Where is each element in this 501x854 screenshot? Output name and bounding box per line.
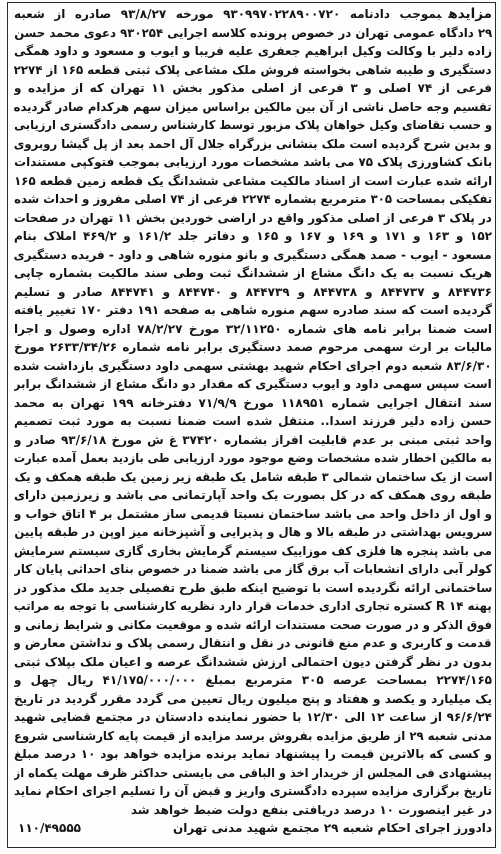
notice-line: هریک نسبت به یک دانگ مشاع از ششدانگ ثبت وطی سند مالکیت بشماره چاپی (14, 266, 492, 280)
notice-line: مدنی شعبه ۲۹ از طریق مزایده بفروش برسد مزایده از قیمت پایه کارشناسی شروع (14, 728, 492, 743)
notice-line: قدمت و کاربری و عدم منع قانونی در نقل و انتقال رسمی پلاک و نداشتن معارض و (14, 636, 492, 650)
notice-title: مزایده (448, 6, 492, 22)
notice-line: در پلاک ۳ فرعی از اصلی مذکور واقع در اراضی خوردین بخش ۱۱ تهران در صفحات (14, 210, 492, 225)
notice-line: تاریخ برگزاری مزایده سپرده دادگستری واریز و قبض آن را تسلیم اجرای احکام نماید (14, 784, 492, 798)
notice-line: کولر آبی دارای انشعابات آب برق گاز می باشد ضمنا در خصوص بنای احداثی پایان کار (14, 562, 492, 576)
notice-line: ۸۴۴۷۳۶ و ۸۴۴۷۳۷ و ۸۴۴۷۳۸ و ۸۴۴۷۳۹ و ۸۴۴۷۴۰ و ۸۴۴۷۴۱ صادر و تسلیم (14, 284, 492, 299)
notice-line: ۸۳/۶/۳۰ شعبه دوم اجرای احکام شهید بهشتی سهمی داود دستگیری بازداشت شده (14, 358, 492, 373)
notice-line: مالیات بر ارث سهمی مرحوم صمد دستگیری برابر نامه شماره ۲۶۳۳/۳۴/۲۶ مورخ (14, 340, 492, 354)
notice-line (14, 5, 492, 24)
notice-line: و حسب تقاضای وکیل خواهان پلاک مزبور توسط کارشناس رسمی دادگستری ارزیابی (14, 118, 492, 132)
notice-line: به مالکین اخطار شده مشخصات وضع موجود مورد ارزیابی طی بازدید بعمل آمده عبارت (14, 451, 492, 465)
notice-line: ۱۵۲ و ۱۶۳ و ۱۷۱ و ۱۶۹ و ۱۶۷ و ۱۶۵ و دفاتر جلد ۱۶۱/۲ و ۴۶۹/۲ املاک بنام (14, 229, 492, 243)
reference-number: ۱۱۰/۴۹۵۵۵ (18, 821, 81, 835)
notice-line: می باشد پنجره ها فلزی کف موزاییک سیستم گرمایش بخاری گازی سیستم سرمایش (14, 543, 492, 558)
notice-footer (14, 819, 492, 838)
notice-line: دستگیری و طیبه شاهی بخواسته فروش ملک مشاعی پلاک ثبتی قطعه ۱۶۵ از ۲۲۷۴ (14, 62, 492, 77)
notice-line: زاده دلیر با وکالت وکیل ابراهیم جعفری علیه فریبا و ایوب و مسعود و داود همگی (14, 44, 492, 58)
notice-line: بدون در نظر گرفتن دیون احتمالی ارزش ششدانگ عرصه و اعیان ملک بپلاک ثبتی (14, 654, 492, 669)
notice-line: پیشنهادی فی المجلس از خریدار اخذ و الباقی می بایستی حداکثر ظرف مهلت یکماه از (14, 765, 492, 780)
bailiff-signature-line: دادورز اجرای احکام شعبه ۲۹ مجتمع شهید مدنی تهران (173, 821, 492, 835)
notice-line: مسعود - ایوب - صمد همگی دستگیری و بانو منوره شاهی و داود - فریده دستگیری (14, 247, 492, 262)
notice-line: ۲۲۷۴/۱۶۵ بمساحت عرصه ۳۰۵ مترمربع بمبلغ ۴۱/۱۷۵/۰۰۰/۰۰۰ ریال چهل و (14, 673, 492, 687)
notice-line: فوق الذکر و در صورت صحت مستندات ارائه شده و موقعیت مکانی و شرایط زمانی و (14, 617, 492, 632)
notice-line: تفکیکی بمساحت ۳۰۵ مترمربع بشماره ۲۲۷۴ فرعی از ۷۴ اصلی مفروز و احداث شده (14, 192, 492, 206)
notice-line: فرعی از ۷۴ اصلی و ۳ فرعی از اصلی مذکور بخش ۱۱ تهران که از مزایده و (14, 81, 492, 95)
notice-line: و بدین شرح گردیده است ملک بنشانی بزرگراه جلال آل احمد بعد از پل گیشا روبروی (14, 136, 492, 151)
notice-line: حسن زاده دلیر فرزند اسدا.. منتقل شده است ضمنا نسبت به مورد ثبت تصمیم (14, 414, 492, 428)
notice-line: سند انتقال اجرایی شماره ۱۱۸۹۵۱ مورخ ۷۱/۹/۹ دفترخانه ۱۹۹ تهران به محمد (14, 395, 492, 410)
notice-line: واحد ثبتی مبنی بر عدم قابلیت افراز بشماره ۳۷۴۲۰ غ ش مورخ ۹۳/۶/۱۸ صادر و (14, 432, 492, 447)
notice-line: گردیده است که سند صادره سهم منوره شاهی به صفحه ۱۹۱ دفتر ۱۷۰ تغییر یافته (14, 303, 492, 317)
notice-line: است سپس سهمی داود و ایوب دستگیری که مقدار دو دانگ مشاع از ششدانگ برابر (14, 377, 492, 391)
notice-line: ۲۹ دادگاه عمومی تهران در خصوص پرونده کلاسه اجرایی ۹۳۰۲۵۴ دعوی محمد حسن (14, 25, 492, 40)
auction-notice (14, 5, 492, 838)
notice-line: است ضمنا برابر نامه های شماره ۳۲/۱۱۲۵۰ مورخ ۷۸/۲/۲۷ اداره وصول و اجرا (14, 321, 492, 336)
notice-line: سرویس بهداشتی در طبقه بالا و هال و پذیرایی و آشپزخانه میز اوپن در طبقه پایین (14, 525, 492, 539)
notice-line: ساختمانی ارائه نگردیده است با توضیح اینکه طبق طرح تفصیلی جدید ملک مذکور در (14, 580, 492, 595)
notice-line: یک میلیارد و یکصد و هفتاد و پنج میلیون ریال تعیین می گردد مقرر گردید در تاریخ (14, 691, 492, 706)
notice-line: و کسی که بالاترین قیمت را پیشنهاد نماید برنده مزایده خواهد بود ۱۰ درصد مبلغ (14, 747, 492, 761)
notice-line-last: در غیر اینصورت ۱۰ درصد دریافتی بنفع دولت ضبط خواهد شد (130, 802, 492, 817)
notice-line: و اول از داخل واحد می باشد ساختمان نسبتا قدیمی ساز مشتمل بر ۴ اتاق خواب و (14, 506, 492, 521)
notice-line: پهنه ۱۴ R کستره تجاری اداری خدمات قرار دارد نظریه کارشناسی با توجه به مراتب (14, 599, 492, 613)
notice-line: ارائه شده عبارت است از اسناد مالکیت مشاعی ششدانگ یک قطعه زمین قطعه ۱۶۵ (14, 173, 492, 188)
notice-line: است از یک ساختمان شمالی ۳ طبقه شامل یک طبقه زیر زمین یک طبقه همکف و یک (14, 469, 492, 484)
notice-line: تقسیم وجه حاصل ناشی از آن بین مالکین براساس میزان سهم هرکدام صادر گردیده (14, 99, 492, 114)
notice-line: ۹۶/۶/۲۴ از ساعت ۱۲ الی ۱۲/۳۰ با حضور نماینده دادستان در مجتمع قضایی شهید (14, 710, 492, 724)
notice-line: طبقه روی همکف که در کل بصورت یک واحد آپارتمانی می باشد و زیرزمین دارای (14, 488, 492, 502)
notice-line-text: بموجب دادنامه ۹۳۰۹۹۷۰۲۲۸۹۰۰۷۲۰ مورخه ۹۳/۸/۲۷ صادره از شعبه (14, 7, 442, 21)
notice-line: بانک کشاورزی پلاک ۷۵ می باشد مشخصات مورد ارزیابی بموجب فتوکپی مستندات (14, 155, 492, 169)
